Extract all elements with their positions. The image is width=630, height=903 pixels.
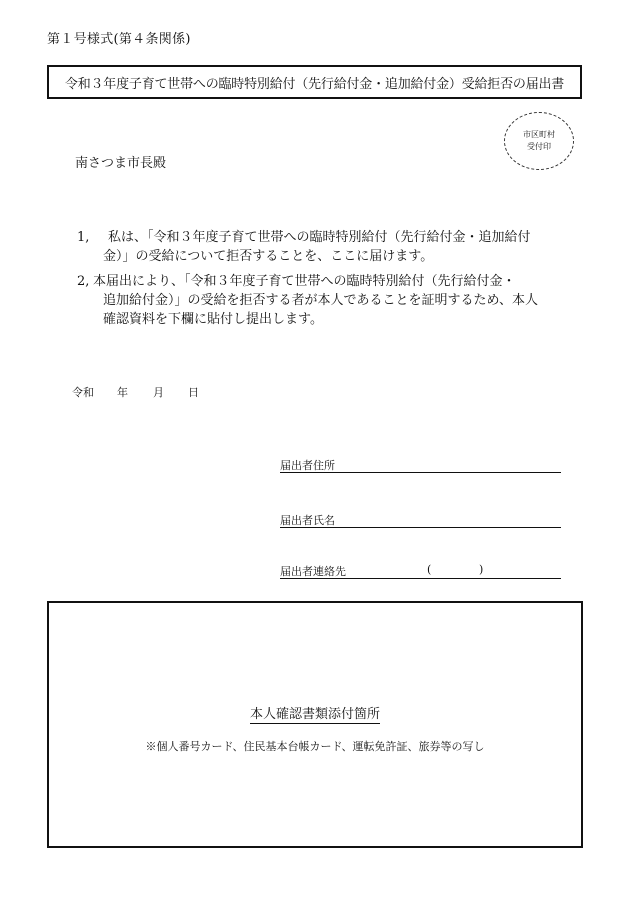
stamp-label-line2: 受付印 [527, 142, 551, 151]
item-1-number: 1, [77, 230, 90, 245]
address-label: 届出者住所 [280, 459, 335, 472]
attachment-heading-text: 本人確認書類添付箇所 [249, 707, 380, 722]
stamp-label-line1: 市区町村 [523, 130, 555, 139]
item-2-number: 2, [77, 274, 90, 289]
document-title: 令和３年度子育て世帯への臨時特別給付（先行給付金・追加給付金）受給拒否の届出書 [64, 76, 565, 92]
item-2-line3: 確認資料を下欄に貼付し提出します。 [103, 312, 323, 327]
address-field[interactable] [280, 457, 561, 473]
date-month: 月 [153, 386, 164, 399]
item-1-line2: 金）」の受給について拒否することを、ここに届けます。 [103, 249, 434, 264]
id-document-attachment-area [47, 601, 583, 848]
date-year: 年 [117, 386, 128, 399]
name-label: 届出者氏名 [280, 514, 335, 527]
contact-label: 届出者連絡先 [280, 565, 346, 578]
attachment-heading [49, 703, 581, 722]
date-day: 日 [188, 386, 199, 399]
title-box [47, 65, 582, 99]
item-2-line1: 本届出により、「令和３年度子育て世帯への臨時特別給付（先行給付金・ [93, 274, 516, 289]
name-field[interactable] [280, 512, 561, 528]
date-era: 令和 [72, 386, 94, 399]
addressee: 南さつま市長殿 [75, 156, 167, 171]
item-1-line1: 私は、「令和３年度子育て世帯への臨時特別給付（先行給付金・追加給付 [108, 230, 531, 245]
date-line [72, 384, 199, 400]
contact-paren-close: ) [479, 563, 484, 576]
contact-paren-open: ( [427, 563, 432, 576]
contact-field[interactable] [280, 563, 561, 579]
reception-stamp-circle [504, 112, 574, 170]
attachment-note: ※個人番号カード、住民基本台帳カード、運転免許証、旅券等の写し [145, 740, 485, 753]
form-number: 第１号様式(第４条関係) [47, 32, 191, 47]
item-2-line2: 追加給付金）」の受給を拒否する者が本人であることを証明するため、本人 [103, 293, 538, 308]
